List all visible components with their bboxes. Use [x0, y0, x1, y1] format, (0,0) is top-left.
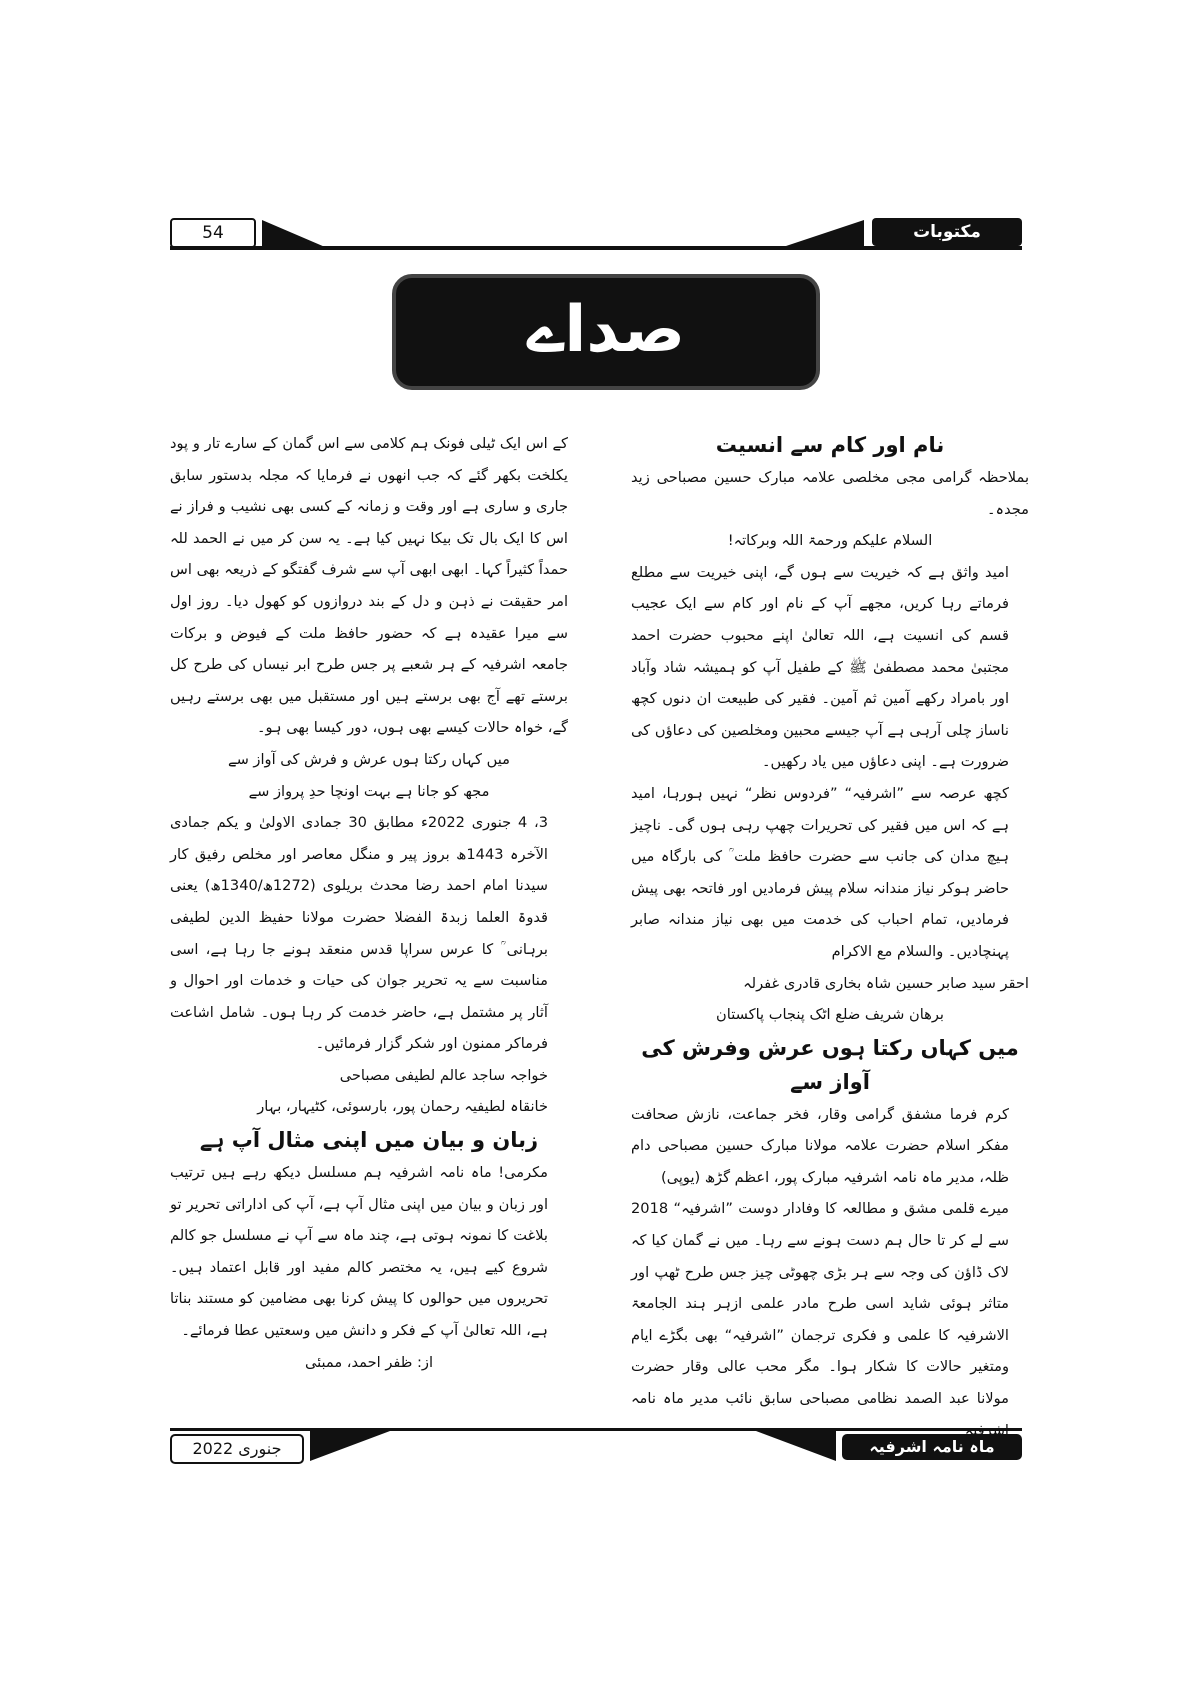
- page-footer: [170, 1428, 1022, 1462]
- page-title: صداے بازگشت: [392, 274, 820, 390]
- header-ornament-right: [774, 220, 864, 250]
- paragraph: کچھ عرصہ سے ”اشرفیہ“ ”فردوس نظر“ نہیں ہورہا، امید ہے کہ اس میں فقیر کی تحریرات چھپ رہی ہوں گی۔ ناچیز ہیچ مدان کی جانب سے حضرت حافظ ملت ؒ کی بارگاہ میں حاضر ہوکر نیاز مندانہ سلام پیش فرمادیں اور فاتحہ بھی پیش فرمادیں، تمام احباب کی خدمت میں بھی نیاز مندانہ صابر پہنچادیں۔ والسلام مع الاکرام: [631, 784, 1009, 960]
- signature-address: برھان شریف ضلع اٹک پنجاب پاکستان: [716, 1006, 944, 1024]
- signature-name: خواجہ ساجد عالم لطیفی مصباحی: [339, 1066, 548, 1084]
- page-header: [170, 218, 1022, 252]
- paragraph: امید واثق ہے کہ خیریت سے ہوں گے، اپنی خیریت سے مطلع فرماتے رہا کریں، مجھے آپ کے نام اور کام سے ایک عجیب قسم کی انسیت ہے، اللہ تعالیٰ اپنے محبوب حضرت احمد مجتبیٰ محمد مصطفیٰ ﷺ کے طفیل آپ کو ہمیشہ شاد وآباد اور بامراد رکھے آمین ثم آمین۔ فقیر کی طبیعت ان دنوں کچھ ناساز چلی آرہی ہے آپ جیسے محبین ومخلصین کی دعاؤں کی ضرورت ہے۔ اپنی دعاؤں میں یاد رکھیں۔: [631, 563, 1009, 771]
- verse-line: میں کہاں رکتا ہوں عرش و فرش کی آواز سے: [228, 750, 510, 768]
- header-ornament-left: [262, 220, 332, 250]
- letter-heading: میں کہاں رکتا ہوں عرش وفرش کی آواز سے: [641, 1035, 1019, 1094]
- footer-ornament-left: [310, 1431, 390, 1461]
- left-column: [170, 428, 568, 1378]
- signature-name: از: ظفر احمد، ممبئی: [304, 1353, 434, 1371]
- paragraph: کے اس ایک ٹیلی فونک ہم کلامی سے اس گمان کے سارے تار و پود یکلخت بکھر گئے کہ جب انھوں نے فرمایا کہ مجلہ بدستور سابق جاری و ساری ہے اور وقت و زمانہ کے کسی بھی نشیب و فراز نے اس کا ایک بال تک بیکا نہیں کیا ہے۔ یہ سن کر میں نے الحمد للہ حمداً کثیراً کہا۔ ابھی ابھی آپ سے شرف گفتگو کے ذریعہ بھی اس امر حقیقت نے ذہن و دل کے بند دروازوں کو کھول دیا۔ روز اول سے میرا عقیدہ ہے کہ حضور حافظ ملت کے فیوض و برکات جامعہ اشرفیہ کے ہر شعبے پر جس طرح ابر نیساں کی طرح کل برستے تھے آج بھی برستے ہیں اور مستقبل میں بھی برستے رہیں گے، خواہ حالات کیسے بھی ہوں، دور کیسا بھی ہو۔: [170, 435, 568, 737]
- verse-line: مجھ کو جانا ہے بہت اونچا حدِ پرواز سے: [248, 782, 490, 800]
- footer-ornament-right: [756, 1431, 836, 1461]
- signature-name: احقر سید صابر حسین شاہ بخاری قادری غفرلہ: [743, 974, 1029, 992]
- paragraph: مکرمی! ماہ نامہ اشرفیہ ہم مسلسل دیکھ رہے ہیں ترتیب اور زبان و بیان میں اپنی مثال آپ ہے، آپ کی اداراتی تحریر تو بلاغت کا نمونہ ہوتی ہے، چند ماہ سے آپ نے مسلسل جو کالم شروع کیے ہیں، یہ مختصر کالم مفید اور قابل اعتماد ہیں۔ تحریروں میں حوالوں کا پیش کرنا بھی مضامین کو مستند بناتا ہے، اللہ تعالیٰ آپ کے فکر و دانش میں وسعتیں عطا فرمائے۔: [170, 1164, 548, 1340]
- right-column: [631, 428, 1029, 1446]
- letter-heading: زبان و بیان میں اپنی مثال آپ ہے: [199, 1128, 539, 1153]
- magazine-name: ماہ نامہ اشرفیہ: [842, 1434, 1022, 1460]
- paragraph: کرم فرما مشفق گرامی وقار، فخر جماعت، نازش صحافت مفکر اسلام حضرت علامہ مولانا مبارک حسین مصباحی دام ظلہ، مدیر ماہ نامہ اشرفیہ مبارک پور، اعظم گڑھ (یوپی): [631, 1105, 1009, 1186]
- section-label: مکتوبات: [872, 218, 1022, 246]
- footer-rule: [170, 1428, 1022, 1431]
- page-number: 54: [170, 218, 256, 248]
- salutation: بملاحظہ گرامی مجی مخلصی علامہ مبارک حسین مصباحی زید مجدہ۔: [631, 469, 1029, 518]
- paragraph: میرے قلمی مشق و مطالعہ کا وفادار دوست ”اشرفیہ“ 2018 سے لے کر تا حال ہم دست ہونے سے رہا۔ میں نے گمان کیا کہ لاک ڈاؤن کی وجہ سے ہر بڑی چھوٹی چیز جس طرح ٹھپ اور متاثر ہوئی شاید اسی طرح مادر علمی ازہر ہند الجامعۃ الاشرفیہ کا علمی و فکری ترجمان ”اشرفیہ“ بھی بگڑے ایام ومتغیر حالات کا شکار ہوا۔ مگر محب عالی وقار حضرت مولانا عبد الصمد نظامی مصباحی سابق نائب مدیر ماہ نامہ: [631, 1200, 1009, 1408]
- greeting: السلام علیکم ورحمۃ اللہ وبرکاتہ!: [727, 532, 933, 550]
- issue-date: جنوری 2022: [170, 1434, 304, 1464]
- paragraph: 3، 4 جنوری 2022ء مطابق 30 جمادی الاولیٰ و یکم جمادی الآخرہ 1443ھ بروز پیر و منگل معاصر اور مخلص رفیق کار سیدنا امام احمد رضا محدث بریلوی (1272ھ/1340ھ) یعنی قدوۃ العلما زبدۃ الفضلا حضرت مولانا حفیظ الدین لطیفی برہانی ؒ کا عرس سراپا قدس منعقد ہونے جا رہا ہے، اسی مناسبت سے یہ تحریر جوان کی حیات و خدمات اور احوال و آثار پر مشتمل ہے، حاضر خدمت کر رہا ہوں۔ شامل اشاعت فرماکر ممنون اور شکر گزار فرمائیں۔: [170, 814, 549, 1053]
- signature-address: خانقاہ لطیفیہ رحمان پور، بارسوئی، کٹیہار، بہار: [257, 1098, 548, 1116]
- letter-heading: نام اور کام سے انسیت: [715, 433, 945, 457]
